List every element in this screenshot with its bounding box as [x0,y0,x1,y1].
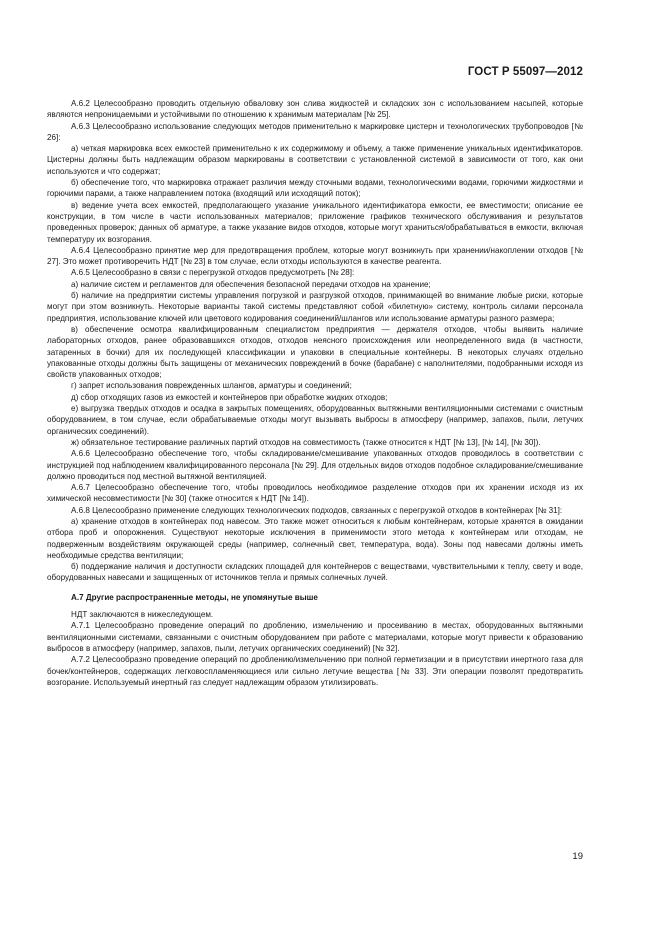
list-item: а) четкая маркировка всех емкостей применительно к их содержимому и объему, а также применение уникальных идентификаторов. Цистерны должны быть надлежащим образом маркированы в соответствии с установленной системой в зависимости от того, как они используются и что содержат; [47,144,583,176]
list-item: д) сбор отходящих газов из емкостей и контейнеров при обработке жидких отходов; [71,392,388,402]
list-item: а) наличие систем и регламентов для обеспечения безопасной передачи отходов на хранение; [71,279,431,289]
paragraph: А.6.8 Целесообразно применение следующих технологических подходов, связанных с перегрузкой отходов в контейнерах [№ 31]: [71,505,563,515]
list-item: в) ведение учета всех емкостей, предполагающего указание уникального идентификатора емкости, ее вместимости; описание ее конструкции, в том числе в части использованных материалов; приложение графиков технического обслуживания и результатов проведенных проверок; данных об арматуре, а также указание видов отходов, которые могут храниться/обрабатываться в емкости, включая температуру их возгорания. [47,200,583,244]
paragraph: А.6.6 Целесообразно обеспечение того, чтобы складирование/смешивание упакованных отходов проводилось в соответствии с инструкцией под наблюдением квалифицированного персонала [№ 29]. Для отдельных видов отходов подобное складирование/смешивание должно проводиться под местной вытяжной вентиляцией. [47,449,583,481]
list-item: ж) обязательное тестирование различных партий отходов на совместимость (также относится к НДТ [№ 13], [№ 14], [№ 30]). [71,437,541,447]
paragraph: А.6.3 Целесообразно использование следующих методов применительно к маркировке цистерн и технологических трубопроводов [№ 26]: [47,121,583,142]
list-item: г) запрет использования поврежденных шлангов, арматуры и соединений; [71,381,352,391]
paragraph: А.6.2 Целесообразно проводить отдельную обваловку зон слива жидкостей и складских зон с использованием насыпей, которые являются непроницаемыми и устойчивыми по отношению к хранимым материалам [№ 25]. [47,99,583,120]
list-item: б) наличие на предприятии системы управления погрузкой и разгрузкой отходов, принимающей во внимание любые риски, которые могут при этом возникнуть. Некоторые варианты такой системы представляют собой «билетную» систему, контроль силами персонала предприятия, использование ключей или цветового кодирования соединений/шлангов или использование арматуры разного размера; [47,291,583,323]
list-item: б) поддержание наличия и доступности складских площадей для контейнеров с веществами, чувствительными к теплу, свету и воде, оборудованных навесами и защищенных от источников тепла и прямых солнечных лучей. [47,562,583,583]
document-body [47,98,583,688]
standard-designation: ГОСТ Р 55097—2012 [467,66,583,78]
paragraph: А.7.2 Целесообразно проведение операций по дроблению/измельчению при полной герметизации и в присутствии инертного газа для бочек/контейнеров, содержащих легковоспламеняющиеся или сильно летучие вещества [№ 33]. Эти операции позволят предотвратить возгорание. Используемый инертный газ следует надлежащим образом утилизировать. [47,655,583,687]
section-heading: А.7 Другие распространенные методы, не упомянутые выше [71,592,318,602]
page-number: 19 [572,851,583,862]
paragraph: А.6.7 Целесообразно обеспечение того, чтобы проводилось необходимое разделение отходов при их хранении исходя из их химической несовместимости [№ 30] (также относится к НДТ [№ 14]). [47,483,583,504]
list-item: а) хранение отходов в контейнерах под навесом. Это также может относиться к любым контейнерам, которые хранятся в ожидании отбора проб и опорожнения. Существуют некоторые исключения в применимости этого метода к контейнерам или отходам, не подверженным воздействиям окружающей среды (например, солнечный свет, температура, вода). Зоны под навесами должны иметь необходимые средства вентиляции; [47,516,583,560]
paragraph: А.7.1 Целесообразно проведение операций по дроблению, измельчению и просеиванию в местах, оборудованных вытяжными вентиляционными системами, связанными с очистным оборудованием при работе с материалами, которые могут привести к образованию выбросов в атмосферу (например, запахов, пыли, летучих органических соединений) [№ 32]. [47,621,583,653]
list-item: е) выгрузка твердых отходов и осадка в закрытых помещениях, оборудованных вытяжными вентиляционными системами с очистным оборудованием, в том случае, если обрабатываемые отходы могут вызывать выбросы в атмосферу (например, запахов, пыли, летучих органических соединений). [47,404,583,436]
paragraph: А.6.5 Целесообразно в связи с перегрузкой отходов предусмотреть [№ 28]: [71,268,355,278]
list-item: в) обеспечение осмотра квалифицированным специалистом предприятия — держателя отходов, чтобы выявить наличие лабораторных отходов, ранее образовавшихся отходов, отходов неясного происхождения или неопределенного вида (в частности, затаренных в бочки) для их последующей классификации и упаковки в специальные контейнеры. В некоторых случаях отдельно упакованные отходы должны быть защищены от механических повреждений в бочке (барабане) с наполнителями, подобранными исходя из свойств упакованных отходов; [47,324,583,380]
paragraph: А.6.4 Целесообразно принятие мер для предотвращения проблем, которые могут возникнуть при хранении/накоплении отходов [№ 27]. Это может противоречить НДТ [№ 23] в том случае, если отходы используются в качестве реагента. [47,245,583,267]
paragraph: НДТ заключаются в нижеследующем. [71,610,214,620]
list-item: б) обеспечение того, что маркировка отражает различия между сточными водами, технологическими водами, горючими жидкостями и горючими парами, а также направлением потока (входящий или исходящий поток); [47,178,583,199]
